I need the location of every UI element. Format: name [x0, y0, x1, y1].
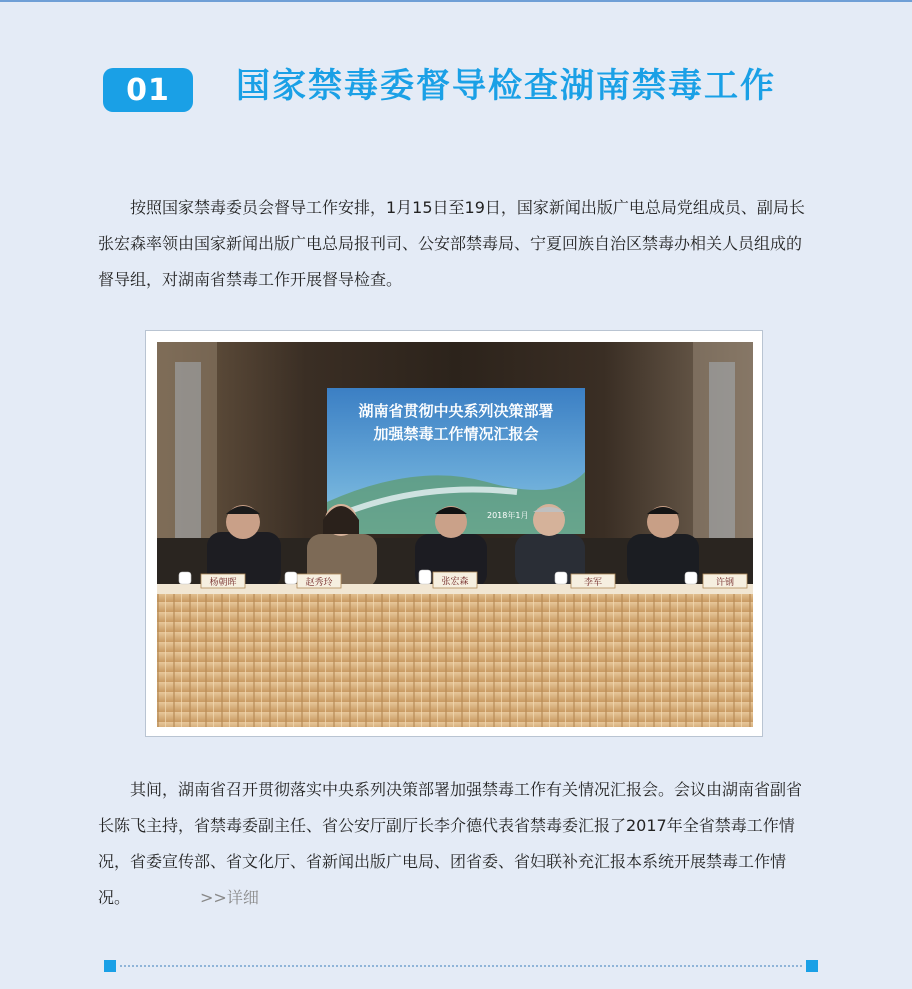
section-number-badge: 01	[103, 68, 193, 112]
paragraph-meeting-text: 其间，湖南省召开贯彻落实中央系列决策部署加强禁毒工作有关情况汇报会。会议由湖南省副省长陈飞主持，省禁毒委副主任、省公安厅副厅长李介德代表省禁毒委汇报了2017年全省禁毒工作情况，省委宣传部、省文化厅、省新闻出版广电局、团省委、省妇联补充汇报本系统开展禁毒工作情况。	[98, 780, 803, 907]
table-skirt	[157, 594, 753, 727]
detail-link[interactable]: >>详细	[200, 888, 259, 907]
nameplate-4: 李军	[583, 578, 603, 588]
nameplate-3: 张宏森	[441, 577, 469, 587]
screen-title-line2: 加强禁毒工作情况汇报会	[373, 425, 539, 443]
top-rule	[0, 0, 912, 2]
footer-divider	[104, 958, 818, 974]
screen-title-line1: 湖南省贯彻中央系列决策部署	[358, 402, 554, 420]
nameplate-5: 许钢	[715, 578, 735, 588]
paragraph-intro: 按照国家禁毒委员会督导工作安排，1月15日至19日，国家新闻出版广电总局党组成员、副局长张宏森率领由国家新闻出版广电总局报刊司、公安部禁毒局、宁夏回族自治区禁毒办相关人员组成的督导组，对湖南省禁毒工作开展督导检查。	[98, 198, 805, 289]
paragraph-meeting	[98, 772, 814, 916]
meeting-photo	[157, 342, 753, 727]
meeting-photo-frame	[145, 330, 763, 737]
section-title: 国家禁毒委督导检查湖南禁毒工作	[236, 66, 776, 106]
divider-square-left	[104, 960, 116, 972]
divider-square-right	[806, 960, 818, 972]
nameplate-1: 杨朝晖	[209, 578, 237, 588]
divider-dotted-line	[120, 965, 802, 967]
screen-date: 2018年1月	[487, 511, 529, 520]
nameplate-2: 赵秀玲	[305, 578, 333, 588]
